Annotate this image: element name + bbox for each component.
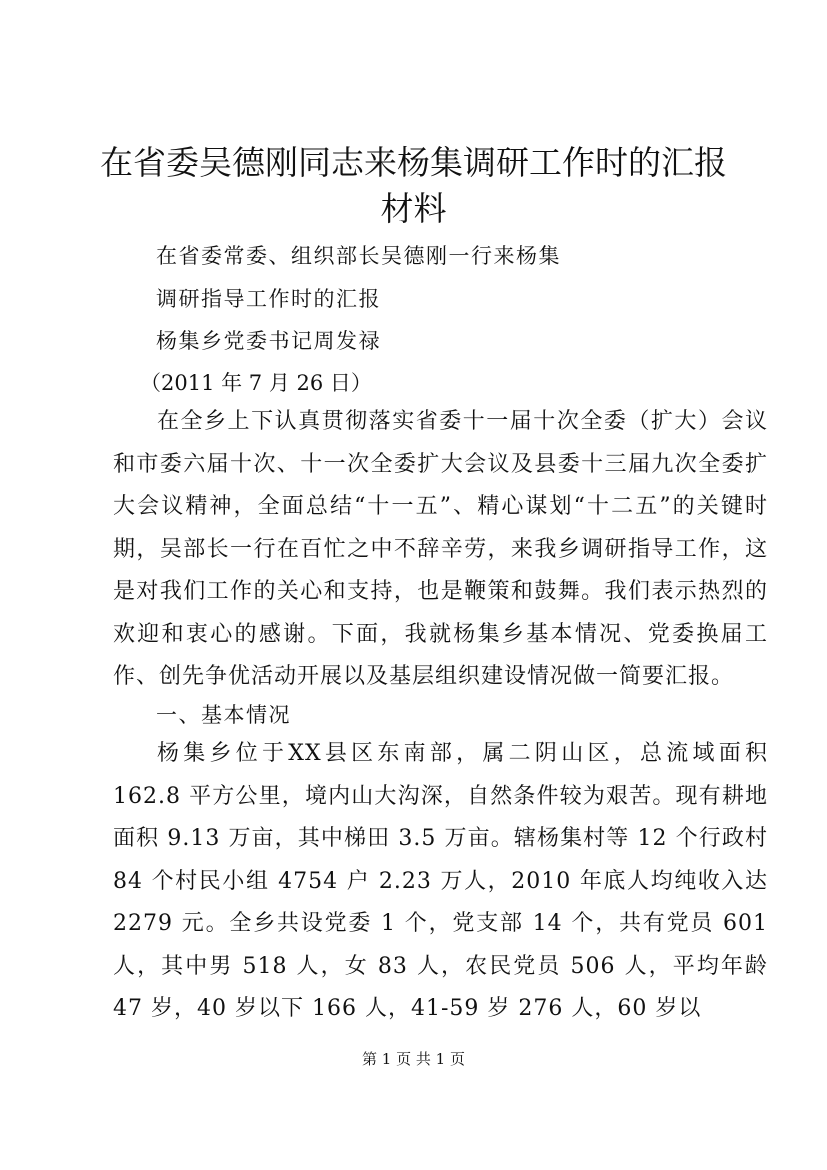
section-heading: 一、基本情况 <box>156 703 291 727</box>
subtitle-line-1: 在省委常委、组织部长吴德刚一行来杨集 <box>156 244 561 268</box>
report-date: （2011 年 7 月 26 日） <box>140 371 372 395</box>
intro-paragraph: 在全乡上下认真贯彻落实省委十一届十次全委（扩大）会议和市委六届十次、十一次全委扩大会议及县委十三届九次全委扩大会议精神，全面总结“十一五”、精心谋划“十二五”的关键时期，吴部长一行在百忙之中不辞辛劳，来我乡调研指导工作，这是对我们工作的关心和支持，也是鞭策和鼓舞。我们表示热烈的欢迎和衷心的感谢。下面，我就杨集乡基本情况、党委换届工作、创先争优活动开展以及基层组织建设情况做一简要汇报。 <box>113 409 768 689</box>
author-line: 杨集乡党委书记周发禄 <box>156 329 381 353</box>
basic-info-paragraph: 杨集乡位于XX县区东南部，属二阴山区，总流域面积 162.8 平方公里，境内山大沟深，自然条件较为艰苦。现有耕地面积 9.13 万亩，其中梯田 3.5 万亩。辖杨集村等 12 个行政村 84 个村民小组 4754 户 2.23 万人，2010 年底人均纯收入达 2279 元。全乡共设党委 1 个，党支部 14 个，共有党员 601 人，其中男 518 人，女 83 人，农民党员 506 人，平均年龄 47 岁，40 岁以下 166 人，41-59 岁 276 人，60 岁以 <box>113 741 768 1021</box>
document-title: 在省委吴德刚同志来杨集调研工作时的汇报材料 <box>100 143 727 228</box>
page-footer: 第 1 页 共 1 页 <box>362 1050 465 1068</box>
subtitle-line-2: 调研指导工作时的汇报 <box>156 287 381 311</box>
